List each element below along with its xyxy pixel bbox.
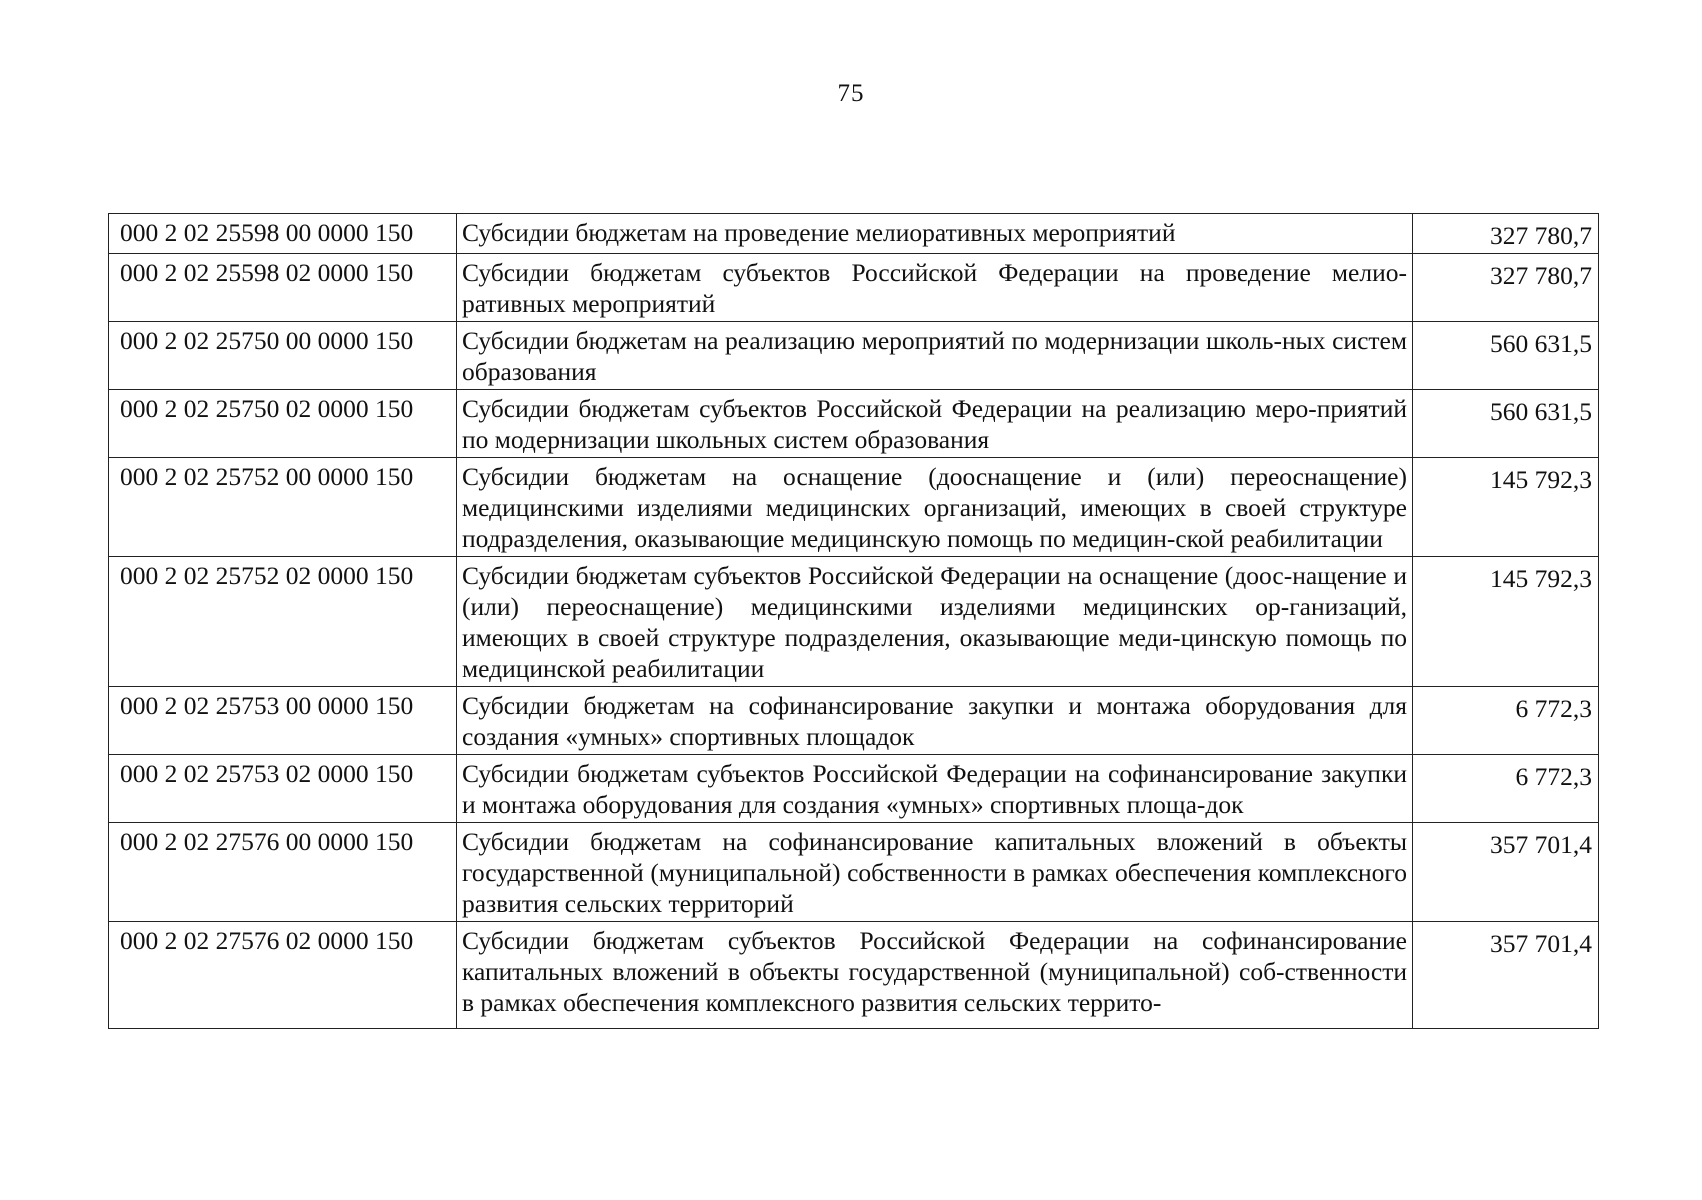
budget-code: 000 2 02 27576 00 0000 150 xyxy=(109,823,457,922)
budget-code: 000 2 02 25753 00 0000 150 xyxy=(109,687,457,755)
budget-code: 000 2 02 27576 02 0000 150 xyxy=(109,922,457,1029)
item-description: Субсидии бюджетам на софинансирование капитальных вложений в объекты государственной (муниципальной) собственности в рамках обеспечения комплексного развития сельских территорий xyxy=(457,823,1413,922)
item-description: Субсидии бюджетам на проведение мелиоративных мероприятий xyxy=(457,214,1413,254)
item-description: Субсидии бюджетам субъектов Российской Федерации на софинансирование закупки и монтажа оборудования для создания «умных» спортивных площа-док xyxy=(457,755,1413,823)
item-amount: 6 772,3 xyxy=(1413,687,1599,755)
budget-code: 000 2 02 25598 00 0000 150 xyxy=(109,214,457,254)
item-amount: 145 792,3 xyxy=(1413,458,1599,557)
item-amount: 327 780,7 xyxy=(1413,254,1599,322)
budget-code: 000 2 02 25598 02 0000 150 xyxy=(109,254,457,322)
item-description: Субсидии бюджетам субъектов Российской Федерации на софинансирование капитальных вложений в объекты государственной (муниципальной) соб-ственности в рамках обеспечения комплексного развития сельских террито- xyxy=(457,922,1413,1029)
budget-code: 000 2 02 25753 02 0000 150 xyxy=(109,755,457,823)
item-description: Субсидии бюджетам субъектов Российской Федерации на проведение мелио-ративных мероприятий xyxy=(457,254,1413,322)
budget-code: 000 2 02 25752 02 0000 150 xyxy=(109,557,457,687)
item-description: Субсидии бюджетам на реализацию мероприятий по модернизации школь-ных систем образования xyxy=(457,322,1413,390)
table-row xyxy=(109,214,1599,254)
item-amount: 145 792,3 xyxy=(1413,557,1599,687)
table-row xyxy=(109,687,1599,755)
page-number: 75 xyxy=(837,80,865,107)
item-amount: 560 631,5 xyxy=(1413,322,1599,390)
table-row xyxy=(109,254,1599,322)
item-amount: 357 701,4 xyxy=(1413,922,1599,1029)
item-amount: 560 631,5 xyxy=(1413,390,1599,458)
table-row xyxy=(109,823,1599,922)
item-description: Субсидии бюджетам на оснащение (дооснащение и (или) переоснащение) медицинскими изделиями медицинских организаций, имеющих в своей структуре подразделения, оказывающие медицинскую помощь по медицин-ской реабилитации xyxy=(457,458,1413,557)
budget-code: 000 2 02 25752 00 0000 150 xyxy=(109,458,457,557)
table-row xyxy=(109,390,1599,458)
item-amount: 327 780,7 xyxy=(1413,214,1599,254)
item-amount: 357 701,4 xyxy=(1413,823,1599,922)
item-description: Субсидии бюджетам субъектов Российской Федерации на реализацию меро-приятий по модернизации школьных систем образования xyxy=(457,390,1413,458)
table-row xyxy=(109,557,1599,687)
budget-table xyxy=(108,213,1599,1029)
item-amount: 6 772,3 xyxy=(1413,755,1599,823)
table-row xyxy=(109,922,1599,1029)
item-description: Субсидии бюджетам субъектов Российской Федерации на оснащение (доос-нащение и (или) переоснащение) медицинскими изделиями медицинских ор-ганизаций, имеющих в своей структуре подразделения, оказывающие меди-цинскую помощь по медицинской реабилитации xyxy=(457,557,1413,687)
table-row xyxy=(109,322,1599,390)
item-description: Субсидии бюджетам на софинансирование закупки и монтажа оборудования для создания «умных» спортивных площадок xyxy=(457,687,1413,755)
table-row xyxy=(109,755,1599,823)
table-row xyxy=(109,458,1599,557)
budget-code: 000 2 02 25750 02 0000 150 xyxy=(109,390,457,458)
budget-code: 000 2 02 25750 00 0000 150 xyxy=(109,322,457,390)
